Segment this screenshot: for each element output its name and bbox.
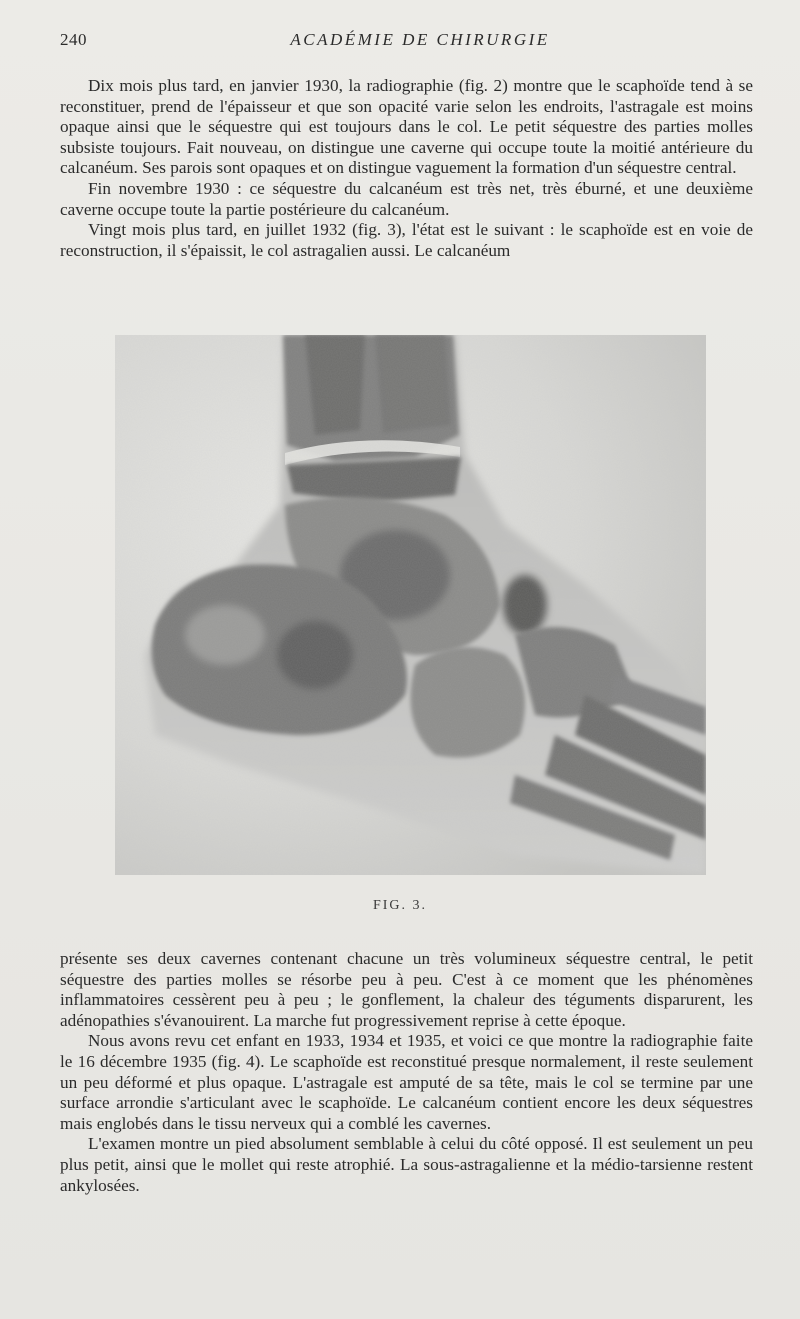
radiograph-figure — [115, 335, 706, 875]
paragraph: Fin novembre 1930 : ce séquestre du calcanéum est très net, très éburné, et une deuxième caverne occupe toute la partie postérieure du calcanéum. — [60, 178, 753, 219]
page-number: 240 — [60, 30, 87, 49]
body-text-bottom — [60, 949, 753, 1196]
paragraph: Vingt mois plus tard, en juillet 1932 (fig. 3), l'état est le suivant : le scaphoïde est en voie de reconstruction, il s'épaissit, le col astragalien aussi. Le calcanéum — [60, 220, 753, 260]
journal-title: ACADÉMIE DE CHIRURGIE — [290, 30, 550, 49]
figure-caption: FIG. 3. — [372, 898, 428, 913]
running-head — [60, 30, 750, 54]
paragraph: Nous avons revu cet enfant en 1933, 1934 et 1935, et voici ce que montre la radiographie faite le 16 décembre 1935 (fig. 4). Le scaphoïde est reconstitué presque normalement, il reste seulement un peu déformé et plus opaque. L'astragale est amputé de sa tête, mais le col se termine par une surface arrondie s'articulant avec le scaphoïde. Le calcanéum contient encore les deux séquestres mais englobés dans le tissu nerveux qui a comblé les cavernes. — [60, 1031, 753, 1133]
paragraph: présente ses deux cavernes contenant chacune un très volumineux séquestre central, le petit séquestre des parties molles se résorbe peu à peu. C'est à ce moment que les phénomènes inflammatoires cessèrent peu à peu ; le gonflement, la chaleur des téguments disparurent, les adénopathies s'évanouirent. La marche fut progressivement reprise à cette époque. — [60, 949, 753, 1030]
paragraph: L'examen montre un pied absolument semblable à celui du côté opposé. Il est seulement un peu plus petit, ainsi que le mollet qui reste atrophié. La sous-astragalienne et la médio-tarsienne restent ankylosées. — [60, 1134, 753, 1195]
foot-radiograph-image — [115, 335, 706, 875]
paragraph: Dix mois plus tard, en janvier 1930, la radiographie (fig. 2) montre que le scaphoïde tend à se reconstituer, prend de l'épaisseur et que son opacité varie selon les endroits, l'astragale est moins opaque ainsi que le séquestre qui est toujours dans le col. Le petit séquestre des parties molles subsiste toujours. Fait nouveau, on distingue une caverne qui occupe toute la moitié antérieure du calcanéum. Ses parois sont opaques et on distingue vaguement la formation d'un séquestre central. — [60, 76, 753, 178]
body-text-top — [60, 76, 753, 261]
